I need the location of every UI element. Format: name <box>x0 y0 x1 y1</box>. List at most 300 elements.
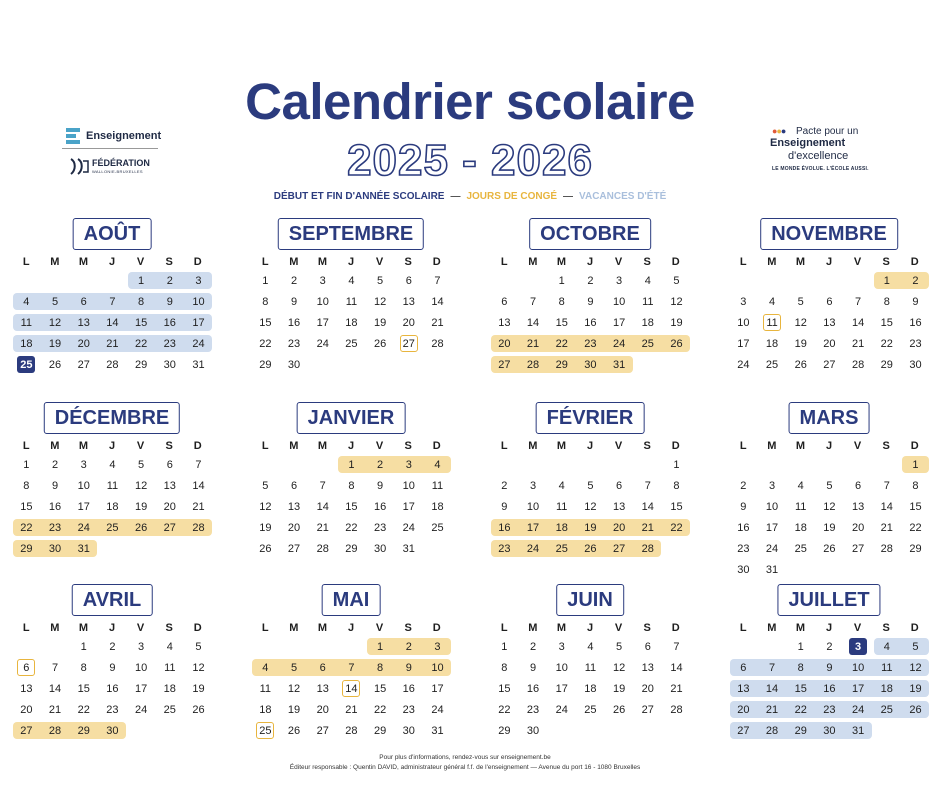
calendar-day <box>41 333 70 354</box>
day-number: 26 <box>192 703 205 716</box>
day-number: 29 <box>345 542 358 555</box>
calendar-day <box>12 678 41 699</box>
calendar-day <box>786 699 815 720</box>
calendar-day <box>127 333 156 354</box>
calendar-day <box>366 657 395 678</box>
calendar-day <box>394 496 423 517</box>
calendar-day <box>98 678 127 699</box>
weekday-label: J <box>586 440 594 452</box>
calendar-day <box>41 496 70 517</box>
day-number: 25 <box>765 358 779 371</box>
day-number: 20 <box>851 521 865 534</box>
month-header <box>251 218 451 250</box>
days-grid <box>251 270 451 375</box>
weekday-header <box>12 440 212 452</box>
calendar-day <box>251 270 280 291</box>
day-number: 27 <box>498 358 511 371</box>
weekday-header <box>729 440 929 452</box>
day-number: 4 <box>644 274 651 287</box>
calendar-day <box>490 699 519 720</box>
calendar-day <box>41 657 70 678</box>
calendar-day <box>758 312 787 333</box>
day-number: 1 <box>501 640 508 653</box>
calendar-day <box>729 678 758 699</box>
day-number: 9 <box>166 295 173 308</box>
day-number: 14 <box>342 680 360 697</box>
calendar-day <box>155 475 184 496</box>
calendar-day <box>490 312 519 333</box>
calendar-day <box>41 312 70 333</box>
calendar-day <box>729 333 758 354</box>
day-number: 2 <box>740 479 747 492</box>
day-number: 13 <box>612 500 626 513</box>
day-number: 22 <box>880 337 893 350</box>
day-number: 16 <box>48 500 62 513</box>
weekday-header <box>729 622 929 634</box>
calendar-day <box>280 657 309 678</box>
calendar-day <box>786 333 815 354</box>
calendar-day <box>519 699 548 720</box>
calendar-day <box>98 475 127 496</box>
empty-day <box>844 454 873 475</box>
day-number: 8 <box>558 295 565 308</box>
empty-day <box>308 454 337 475</box>
calendar-day <box>872 657 901 678</box>
weekday-label: D <box>432 256 441 268</box>
day-number: 12 <box>670 295 683 308</box>
day-number: 31 <box>612 358 626 371</box>
day-number: 11 <box>259 682 272 695</box>
weekday-label: S <box>165 440 173 452</box>
month-name: DÉCEMBRE <box>44 402 180 434</box>
weekday-label: J <box>586 622 594 634</box>
day-number: 2 <box>51 458 59 471</box>
weekday-label: M <box>795 622 806 634</box>
day-number: 9 <box>405 661 412 674</box>
weekday-label: J <box>347 440 355 452</box>
empty-day <box>12 636 41 657</box>
calendar-day <box>490 475 519 496</box>
calendar-day <box>98 454 127 475</box>
day-number: 5 <box>290 661 298 674</box>
logo-divider <box>62 148 158 149</box>
weekday-label: M <box>767 622 777 634</box>
day-number: 1 <box>883 274 890 287</box>
month-header <box>490 584 690 616</box>
calendar-day <box>815 354 844 375</box>
day-number: 9 <box>51 479 59 492</box>
day-number: 6 <box>290 479 298 492</box>
calendar-day <box>98 720 127 741</box>
day-number: 18 <box>765 337 779 350</box>
day-number: 19 <box>373 316 387 329</box>
calendar-day <box>337 496 366 517</box>
weekday-header <box>12 256 212 268</box>
calendar-day <box>633 312 662 333</box>
weekday-label: V <box>853 440 862 452</box>
weekday-label: D <box>193 256 202 268</box>
calendar-day <box>758 291 787 312</box>
calendar-day <box>547 699 576 720</box>
calendar-day <box>394 517 423 538</box>
calendar-day <box>786 678 815 699</box>
day-number: 17 <box>77 500 90 513</box>
day-number: 27 <box>737 724 750 737</box>
calendar-day <box>576 312 605 333</box>
calendar-day <box>12 720 41 741</box>
calendar-day <box>41 454 70 475</box>
calendar-day <box>844 354 873 375</box>
day-number: 1 <box>138 274 145 287</box>
day-number: 13 <box>20 682 33 695</box>
calendar-day <box>729 657 758 678</box>
day-number: 24 <box>765 542 779 555</box>
weekday-label: M <box>767 440 777 452</box>
calendar-day <box>12 517 41 538</box>
enseignement-logo <box>62 126 172 180</box>
calendar-day <box>633 333 662 354</box>
calendar-day <box>308 538 337 559</box>
day-number: 15 <box>498 682 511 695</box>
day-number: 26 <box>259 542 272 555</box>
day-number: 20 <box>287 521 301 534</box>
calendar-day <box>729 496 758 517</box>
calendar-day <box>729 538 758 559</box>
weekday-label: D <box>910 440 919 452</box>
calendar-day <box>605 678 634 699</box>
days-grid <box>12 636 212 741</box>
day-number: 21 <box>48 703 62 716</box>
calendar-day <box>127 312 156 333</box>
day-number: 18 <box>20 337 33 350</box>
empty-day <box>337 636 366 657</box>
day-number: 8 <box>348 479 355 492</box>
day-number: 23 <box>909 337 922 350</box>
calendar-day <box>423 657 452 678</box>
day-number: 26 <box>48 358 62 371</box>
day-number: 7 <box>644 479 651 492</box>
calendar-day <box>662 312 691 333</box>
day-number: 14 <box>316 500 329 513</box>
calendar-day <box>519 678 548 699</box>
day-number: 30 <box>287 358 301 371</box>
day-number: 2 <box>501 479 508 492</box>
calendar-day <box>155 657 184 678</box>
empty-day <box>729 636 758 657</box>
calendar-day <box>815 699 844 720</box>
calendar-day <box>69 699 98 720</box>
day-number: 17 <box>192 316 205 329</box>
day-number: 15 <box>77 682 90 695</box>
weekday-label: M <box>528 622 538 634</box>
day-number: 23 <box>373 521 387 534</box>
day-number: 18 <box>106 500 119 513</box>
calendar-day <box>662 291 691 312</box>
weekday-label: D <box>671 622 680 634</box>
calendar-day <box>366 270 395 291</box>
calendar-day <box>758 657 787 678</box>
weekday-label: M <box>317 256 328 268</box>
empty-day <box>519 270 548 291</box>
calendar-day <box>815 538 844 559</box>
empty-day <box>69 270 98 291</box>
day-number: 17 <box>765 521 779 534</box>
calendar-day <box>423 270 452 291</box>
day-number: 3 <box>195 274 202 287</box>
day-number: 20 <box>77 337 90 350</box>
calendar-day <box>901 699 930 720</box>
calendar-day <box>184 333 213 354</box>
day-number: 9 <box>912 295 919 308</box>
day-number: 3 <box>80 458 87 471</box>
calendar-day <box>576 270 605 291</box>
day-number: 28 <box>345 724 358 737</box>
calendar-day <box>519 517 548 538</box>
weekday-label: V <box>375 622 384 634</box>
weekday-label: L <box>500 256 508 268</box>
day-number: 21 <box>431 316 444 329</box>
day-number: 6 <box>855 479 862 492</box>
day-number: 23 <box>106 703 119 716</box>
day-number: 29 <box>909 542 922 555</box>
calendar-day <box>729 312 758 333</box>
empty-day <box>815 454 844 475</box>
day-number: 12 <box>794 316 807 329</box>
day-number: 31 <box>192 358 205 371</box>
day-number: 28 <box>431 337 444 350</box>
calendar-day <box>280 312 309 333</box>
weekday-label: L <box>22 440 30 452</box>
calendar-day <box>872 291 901 312</box>
calendar-day <box>251 699 280 720</box>
day-number: 2 <box>109 640 116 653</box>
calendar-day <box>844 636 873 657</box>
calendar-day <box>69 475 98 496</box>
weekday-label: L <box>739 440 747 452</box>
day-number: 3 <box>768 479 776 492</box>
calendar-day <box>576 291 605 312</box>
calendar-day <box>155 291 184 312</box>
day-number: 11 <box>556 500 568 513</box>
weekday-label: J <box>825 256 833 268</box>
calendar-day <box>155 496 184 517</box>
weekday-label: M <box>317 622 328 634</box>
day-number: 16 <box>163 316 176 329</box>
weekday-label: S <box>404 256 412 268</box>
calendar-day <box>815 291 844 312</box>
day-number: 6 <box>319 661 326 674</box>
calendar-day <box>815 517 844 538</box>
calendar-day <box>815 678 844 699</box>
calendar-day <box>337 333 366 354</box>
calendar-day <box>308 517 337 538</box>
calendar-day <box>423 699 452 720</box>
calendar-day <box>69 517 98 538</box>
calendar-day <box>576 354 605 375</box>
calendar-day <box>519 657 548 678</box>
legend <box>0 191 940 202</box>
month-block <box>251 584 451 741</box>
weekday-label: J <box>347 622 355 634</box>
day-number: 5 <box>51 295 59 308</box>
day-number: 9 <box>290 295 298 308</box>
calendar-day <box>394 291 423 312</box>
calendar-day <box>41 354 70 375</box>
day-number: 13 <box>77 316 90 329</box>
calendar-day <box>901 454 930 475</box>
calendar-day <box>872 517 901 538</box>
calendar-day <box>901 517 930 538</box>
day-number: 12 <box>612 661 626 674</box>
month-block <box>12 584 212 741</box>
day-number: 13 <box>287 500 301 513</box>
weekday-label: S <box>882 622 890 634</box>
weekday-label: V <box>614 622 623 634</box>
calendar-day <box>98 291 127 312</box>
day-number: 11 <box>20 316 33 329</box>
days-grid <box>729 636 929 741</box>
day-number: 31 <box>431 724 444 737</box>
day-number: 27 <box>823 358 836 371</box>
calendar-day <box>519 312 548 333</box>
calendar-day <box>844 538 873 559</box>
empty-day <box>786 270 815 291</box>
calendar-day <box>308 657 337 678</box>
day-number: 29 <box>498 724 511 737</box>
day-number: 7 <box>529 295 537 308</box>
day-number: 2 <box>529 640 537 653</box>
calendar-day <box>423 517 452 538</box>
day-number: 17 <box>316 316 329 329</box>
calendar-day <box>12 312 41 333</box>
calendar-day <box>41 538 70 559</box>
weekday-label: D <box>671 256 680 268</box>
calendar-day <box>844 475 873 496</box>
day-number: 17 <box>402 500 415 513</box>
weekday-label: S <box>643 622 651 634</box>
day-number: 23 <box>48 521 62 534</box>
day-number: 22 <box>345 521 358 534</box>
day-number: 10 <box>526 500 540 513</box>
empty-day <box>12 270 41 291</box>
calendar-day <box>184 678 213 699</box>
empty-day <box>872 454 901 475</box>
day-number: 6 <box>501 295 508 308</box>
day-number: 2 <box>377 458 384 471</box>
day-number: 21 <box>526 337 540 350</box>
calendar-day <box>251 496 280 517</box>
weekday-header <box>251 622 451 634</box>
empty-day <box>605 454 634 475</box>
day-number: 15 <box>373 682 387 695</box>
footer-publisher: Éditeur responsable : Quentin DAVID, administrateur général f.f. de l'enseignement — Avenue du port 16 - 1080 Bruxelles <box>289 764 641 771</box>
calendar-day <box>127 496 156 517</box>
day-number: 30 <box>163 358 176 371</box>
calendar-day <box>519 333 548 354</box>
calendar-day <box>12 354 41 375</box>
weekday-header <box>490 256 690 268</box>
day-number: 24 <box>851 703 865 716</box>
day-number: 6 <box>826 295 833 308</box>
calendar-day <box>337 678 366 699</box>
calendar-day <box>41 678 70 699</box>
month-name: MAI <box>322 584 381 616</box>
calendar-day <box>394 636 423 657</box>
calendar-day <box>605 312 634 333</box>
calendar-day <box>251 720 280 741</box>
day-number: 16 <box>584 316 597 329</box>
calendar-day <box>729 559 758 580</box>
calendar-day <box>41 699 70 720</box>
empty-day <box>547 454 576 475</box>
day-number: 20 <box>163 500 176 513</box>
day-number: 4 <box>434 458 441 471</box>
day-number: 9 <box>826 661 833 674</box>
weekday-label: M <box>767 256 777 268</box>
calendar-day <box>127 657 156 678</box>
day-number: 18 <box>345 316 358 329</box>
weekday-label: M <box>556 256 567 268</box>
day-number: 31 <box>77 542 90 555</box>
day-number: 1 <box>558 274 565 287</box>
calendar-day <box>69 657 98 678</box>
day-number: 18 <box>431 500 444 513</box>
calendar-day <box>184 636 213 657</box>
empty-day <box>490 454 519 475</box>
days-grid <box>490 636 690 741</box>
calendar-day <box>901 538 930 559</box>
day-number: 14 <box>431 295 444 308</box>
weekday-label: S <box>643 256 651 268</box>
footer <box>0 753 930 773</box>
day-number: 19 <box>48 337 62 350</box>
day-number: 1 <box>23 458 30 471</box>
weekday-label: J <box>825 622 833 634</box>
weekday-label: D <box>193 440 202 452</box>
calendar-day <box>815 636 844 657</box>
empty-day <box>41 270 70 291</box>
day-number: 20 <box>823 337 836 350</box>
day-number: 16 <box>287 316 301 329</box>
month-block <box>490 584 690 741</box>
empty-day <box>758 454 787 475</box>
day-number: 25 <box>431 521 444 534</box>
day-number: 30 <box>373 542 387 555</box>
day-number: 3 <box>319 274 326 287</box>
calendar-day <box>337 475 366 496</box>
month-block <box>251 402 451 559</box>
calendar-day <box>872 312 901 333</box>
day-number: 27 <box>641 703 654 716</box>
calendar-day <box>901 636 930 657</box>
weekday-label: D <box>910 622 919 634</box>
day-number: 22 <box>555 337 568 350</box>
month-header <box>251 584 451 616</box>
day-number: 13 <box>163 479 176 492</box>
weekday-label: V <box>614 256 623 268</box>
month-header <box>251 402 451 434</box>
calendar-day <box>576 517 605 538</box>
day-number: 18 <box>584 682 597 695</box>
calendar-day <box>337 312 366 333</box>
calendar-day <box>280 517 309 538</box>
day-number: 27 <box>612 542 626 555</box>
day-number: 24 <box>737 358 750 371</box>
day-number: 26 <box>909 703 922 716</box>
day-number: 16 <box>823 682 836 695</box>
day-number: 8 <box>138 295 145 308</box>
day-number: 9 <box>109 661 116 674</box>
